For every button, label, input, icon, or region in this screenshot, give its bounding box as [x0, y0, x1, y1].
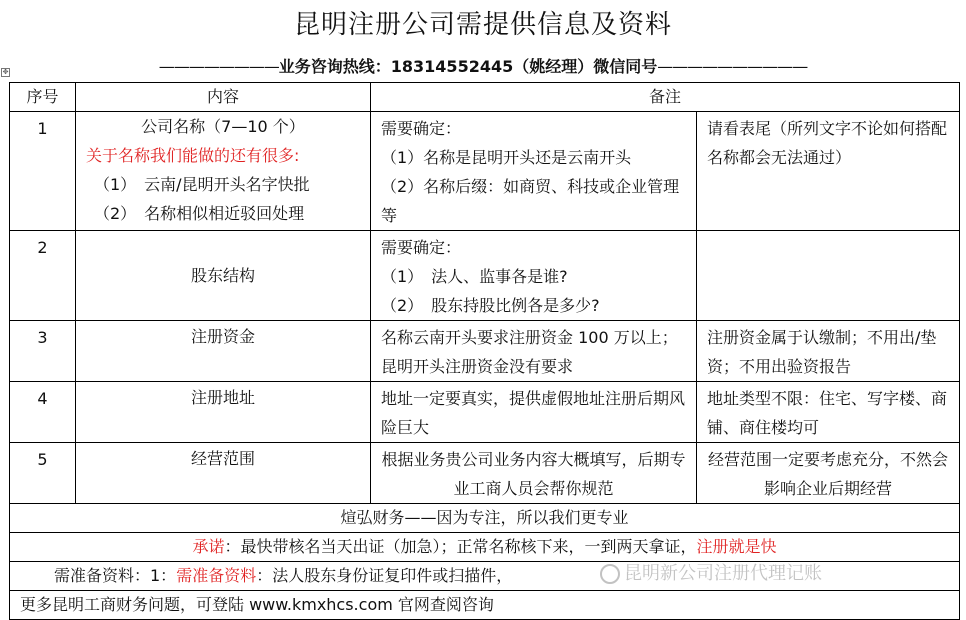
- promise-tail: 注册就是快: [696, 537, 777, 556]
- row-note-1: 根据业务贵公司业务内容大概填写，后期专业工商人员会帮你规范: [371, 443, 697, 504]
- table-row: [10, 443, 960, 504]
- footer-slogan: 煊弘财务——因为专注，所以我们更专业: [10, 504, 960, 533]
- table-row: [10, 321, 960, 382]
- row-content: 注册资金: [76, 321, 371, 382]
- row-number: 2: [10, 231, 76, 321]
- header-note: 备注: [371, 83, 960, 112]
- footer-row-promise: [10, 533, 960, 562]
- row-number: 3: [10, 321, 76, 382]
- row-number: 4: [10, 382, 76, 443]
- row-content: 经营范围: [76, 443, 371, 504]
- footer-more: 更多昆明工商财务问题，可登陆 www.kmxhcs.com 官网查阅咨询: [10, 591, 960, 620]
- table-row: [10, 231, 960, 321]
- info-table: [9, 82, 960, 620]
- watermark: [600, 559, 822, 589]
- row-number: 1: [10, 112, 76, 231]
- page-title: 昆明注册公司需提供信息及资料: [293, 10, 672, 40]
- row-note-2: 请看表尾（所列文字不论如何搭配名称都会无法通过）: [697, 112, 960, 231]
- materials-red: 需准备资料: [176, 566, 257, 585]
- row-content: 股东结构: [76, 231, 371, 321]
- content-item: （2） 名称相似相近驳回处理: [94, 204, 305, 223]
- watermark-text: 昆明新公司注册代理记账: [624, 563, 822, 584]
- row-note-2: [697, 231, 960, 321]
- content-item: （1） 云南/昆明开头名字快批: [94, 175, 310, 194]
- footer-promise: [10, 533, 960, 562]
- dash-right: ——————————: [657, 57, 808, 76]
- materials-text: ：法人股东身份证复印件或扫描件，: [256, 566, 513, 585]
- promise-label: 承诺: [192, 537, 225, 556]
- hotline-text: 业务咨询热线：18314552445（姚经理）微信同号: [278, 57, 658, 76]
- row-note-2: 注册资金属于认缴制；不用出/垫资；不用出验资报告: [697, 321, 960, 382]
- table-row: [10, 382, 960, 443]
- footer-row-more: [10, 591, 960, 620]
- row-number: 5: [10, 443, 76, 504]
- wechat-logo-icon: [600, 564, 620, 584]
- row-note-2: 经营范围一定要考虑充分，不然会影响企业后期经营: [697, 443, 960, 504]
- promise-text: ：最快带核名当天出证（加急）；正常名称核下来，一到两天拿证，: [224, 537, 697, 556]
- table-row: [10, 112, 960, 231]
- header-no: 序号: [10, 83, 76, 112]
- row-note-1: 名称云南开头要求注册资金 100 万以上；昆明开头注册资金没有要求: [371, 321, 697, 382]
- table-move-handle-icon[interactable]: ✥: [2, 68, 9, 76]
- table-header-row: [10, 83, 960, 112]
- row-content: [76, 112, 371, 231]
- row-content: 注册地址: [76, 382, 371, 443]
- header-content: 内容: [76, 83, 371, 112]
- row-note-1: 需要确定： （1）名称是昆明开头还是云南开头 （2）名称后缀：如商贸、科技或企业管理等: [371, 112, 697, 231]
- row-note-2: 地址类型不限：住宅、写字楼、商铺、商住楼均可: [697, 382, 960, 443]
- row-note-1: 需要确定： （1） 法人、监事各是谁? （2） 股东持股比例各是多少?: [371, 231, 697, 321]
- footer-row-slogan: [10, 504, 960, 533]
- content-subtitle: 关于名称我们能做的还有很多:: [86, 146, 300, 165]
- hotline-banner: [0, 55, 966, 79]
- content-title: 公司名称（7—10 个）: [141, 117, 305, 136]
- row-note-1: 地址一定要真实，提供虚假地址注册后期风险巨大: [371, 382, 697, 443]
- materials-label: 需准备资料：1：: [54, 566, 177, 585]
- dash-left: ————————: [158, 57, 279, 76]
